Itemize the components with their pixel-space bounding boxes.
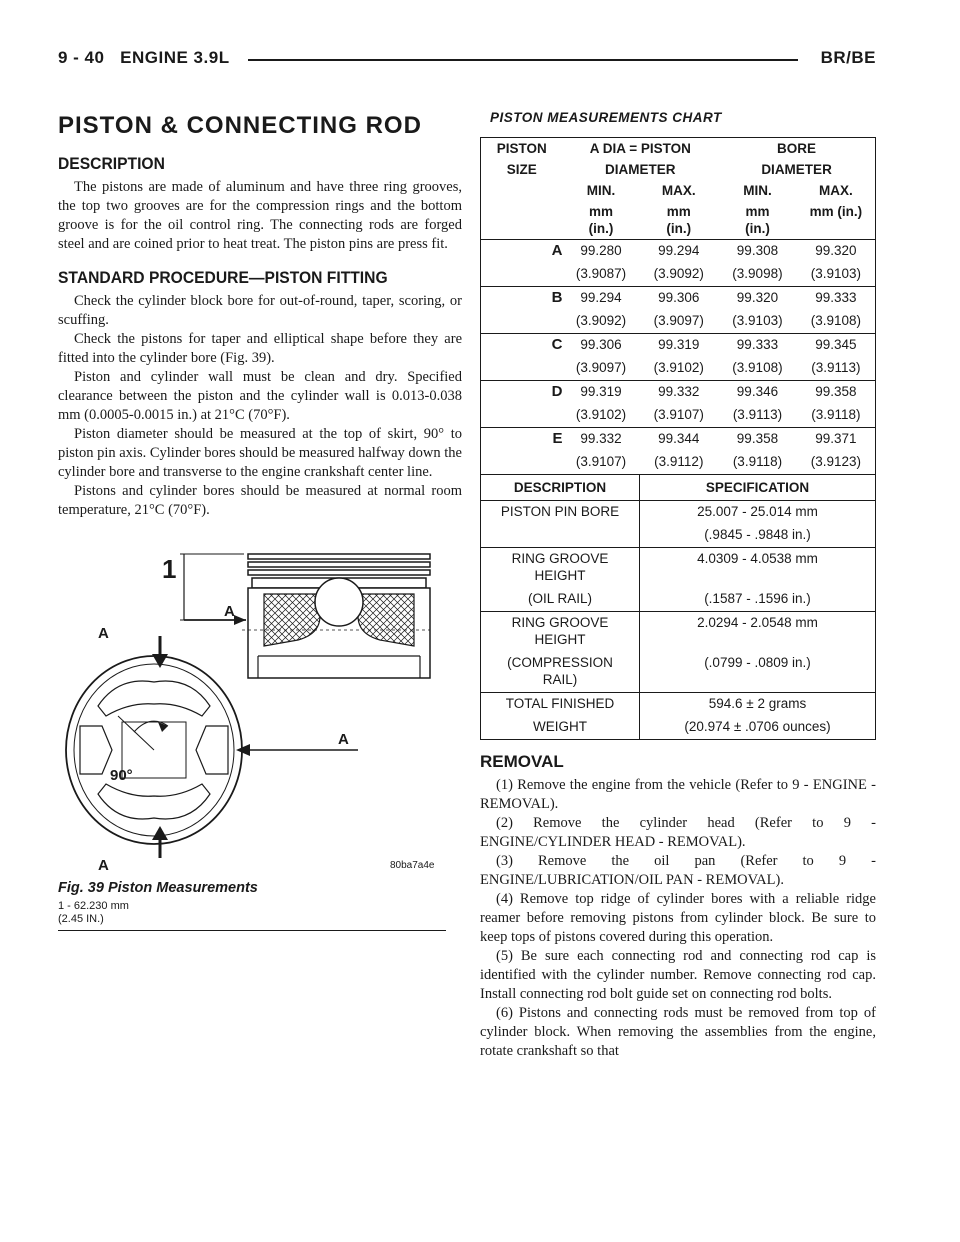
table-cell: 99.294: [658, 243, 700, 258]
spec-header-row: [481, 475, 876, 501]
table-cell: 99.308: [736, 243, 779, 258]
removal-step: (3) Remove the oil pan (Refer to 9 - ENGINE/LUBRICATION/OIL PAN - REMOVAL).: [480, 853, 876, 888]
table-header-row: [481, 201, 876, 240]
table-cell: 99.280: [580, 243, 622, 258]
page-header: [58, 48, 876, 72]
table-cell: 99.306: [580, 337, 622, 352]
spec-description: RING GROOVE HEIGHT: [481, 612, 640, 651]
header-adia: A DIA = PISTON: [562, 138, 718, 160]
table-cell: 99.333: [736, 337, 779, 352]
callout-1: 1: [162, 554, 177, 584]
procedure-paragraph: Piston diameter should be measured at the top of skirt, 90° to piston pin axis. Cylinder bores should be measured halfway down the cylinder bore and transverse to the engine crankshaft center line.: [58, 426, 462, 480]
table-cell: (3.9107): [562, 449, 639, 475]
table-cell: 99.320: [797, 240, 876, 262]
spec-row: [481, 650, 876, 693]
header-in: (in.): [588, 221, 614, 236]
spec-value: (20.974 ± .0706 ounces): [639, 714, 875, 740]
table-cell: 99.371: [797, 428, 876, 450]
table-cell: 99.333: [797, 287, 876, 309]
procedure-paragraph: Pistons and cylinder bores should be measured at normal room temperature, 21°C (70°F).: [58, 483, 462, 518]
table-row: [481, 240, 876, 262]
right-column: [480, 110, 876, 1061]
table-cell: 99.358: [797, 381, 876, 403]
removal-title: REMOVAL: [480, 752, 564, 771]
table-cell: (3.9097): [639, 308, 718, 334]
left-column: [58, 112, 462, 931]
header-rule: [248, 59, 798, 61]
table-cell: (3.9092): [562, 308, 639, 334]
label-a-top: A: [98, 625, 109, 642]
table-cell: 99.344: [658, 431, 700, 446]
label-a-side: A: [224, 603, 235, 620]
header-mm-in: mm (in.): [797, 201, 876, 240]
table-cell: (3.9087): [562, 261, 639, 287]
figure-code: 80ba7a4e: [390, 860, 435, 871]
table-cell: (3.9113): [718, 402, 797, 428]
spec-description: WEIGHT: [481, 714, 640, 740]
header-min: MIN.: [743, 183, 772, 198]
spec-value: 594.6 ± 2 grams: [639, 693, 875, 715]
header-units: [718, 201, 797, 240]
figure-legend-line: (2.45 IN.): [58, 913, 104, 925]
header-min: MIN.: [586, 183, 616, 198]
size-label: C: [481, 334, 563, 356]
spec-row: [481, 522, 876, 548]
header-mm: mm: [745, 204, 770, 219]
spec-value: 2.0294 - 2.0548 mm: [639, 612, 875, 651]
table-row: [481, 355, 876, 381]
figure-rule: [58, 930, 446, 931]
description-title: DESCRIPTION: [58, 154, 165, 173]
spec-row: [481, 693, 876, 715]
header-mm: mm: [666, 204, 691, 219]
spec-value: (.0799 - .0809 in.): [639, 650, 875, 693]
header-mm: mm: [588, 204, 613, 219]
piston-side-view: [180, 554, 430, 678]
figure-legend: [58, 900, 462, 926]
label-a-right: A: [338, 731, 349, 748]
header-bore: BORE: [718, 138, 875, 160]
spec-row: [481, 612, 876, 651]
table-cell: (3.9108): [797, 308, 876, 334]
table-cell: 99.306: [658, 290, 700, 305]
header-max: MAX.: [661, 183, 696, 198]
spec-row: [481, 714, 876, 740]
table-cell: (3.9102): [562, 402, 639, 428]
spec-value: 25.007 - 25.014 mm: [639, 501, 875, 523]
table-cell: 99.332: [658, 384, 700, 399]
table-cell: 99.319: [580, 384, 622, 399]
spec-description: (COMPRESSION RAIL): [481, 650, 640, 693]
header-in: (in.): [745, 221, 770, 236]
removal-step: (2) Remove the cylinder head (Refer to 9 - ENGINE/CYLINDER HEAD - REMOVAL).: [480, 815, 876, 850]
table-cell: (3.9112): [639, 449, 718, 475]
figure-legend-line: 1 - 62.230 mm: [58, 900, 129, 912]
table-cell: (3.9118): [718, 449, 797, 475]
spec-row: [481, 586, 876, 612]
removal-step: (1) Remove the engine from the vehicle (Refer to 9 - ENGINE - REMOVAL).: [480, 777, 876, 812]
description-paragraph: The pistons are made of aluminum and have three ring grooves, the top two grooves are for the compression rings and the bottom groove is for the oil control ring. The connecting rods are forged steel and are coined prior to heat treat. The piston pins are press fit.: [58, 179, 462, 252]
piston-diagram: [58, 536, 446, 876]
spec-row: [481, 501, 876, 523]
table-cell: 99.345: [797, 334, 876, 356]
table-row: [481, 449, 876, 475]
header-page-ref: 9 - 40: [58, 48, 105, 67]
table-cell: (3.9097): [562, 355, 639, 381]
removal-step: (5) Be sure each connecting rod and connecting rod cap is identified with the cylinder number. Remove connecting rod cap. Install connecting rod bolt guide set on connecting rod bolts.: [480, 948, 876, 1002]
spec-value: 4.0309 - 4.0538 mm: [639, 548, 875, 587]
table-header-row: [481, 180, 876, 201]
procedure-paragraph: Check the pistons for taper and elliptical shape before they are fitted into the cylinder bore (Fig. 39).: [58, 331, 462, 366]
table-cell: (3.9098): [718, 261, 797, 287]
spec-description: (OIL RAIL): [481, 586, 640, 612]
table-cell: (3.9108): [718, 355, 797, 381]
table-header-row: [481, 159, 876, 180]
header-model: BR/BE: [820, 48, 876, 67]
table-cell: (3.9092): [639, 261, 718, 287]
size-label: D: [481, 381, 563, 403]
header-max: MAX.: [797, 180, 876, 201]
table-row: [481, 402, 876, 428]
table-cell: (3.9113): [797, 355, 876, 381]
table-cell: 99.346: [736, 384, 779, 399]
table-cell: (3.9103): [797, 261, 876, 287]
header-page-section: [58, 48, 230, 68]
table-cell: 99.332: [580, 431, 622, 446]
spec-description: [481, 522, 640, 548]
spec-description: TOTAL FINISHED: [481, 693, 640, 715]
table-row: [481, 381, 876, 403]
figure-caption: Fig. 39 Piston Measurements: [58, 880, 258, 896]
table-cell: (3.9103): [718, 308, 797, 334]
table-cell: (3.9102): [639, 355, 718, 381]
spec-header-specification: SPECIFICATION: [639, 475, 875, 501]
spec-description: PISTON PIN BORE: [481, 501, 640, 523]
header-units: [562, 201, 639, 240]
table-cell: (3.9123): [797, 449, 876, 475]
spec-value: (.1587 - .1596 in.): [639, 586, 875, 612]
label-a-bottom: A: [98, 857, 109, 874]
table-cell: 99.320: [736, 290, 779, 305]
main-title: PISTON & CONNECTING ROD: [58, 112, 422, 139]
procedure-paragraph: Check the cylinder block bore for out-of-round, taper, scoring, or scuffing.: [58, 293, 462, 328]
table-cell: 99.294: [580, 290, 622, 305]
table-cell: 99.358: [736, 431, 779, 446]
header-size: SIZE: [481, 159, 563, 180]
standard-procedure-title: STANDARD PROCEDURE—PISTON FITTING: [58, 268, 388, 287]
spec-row: [481, 548, 876, 587]
table-row: [481, 287, 876, 309]
size-label: B: [481, 287, 563, 309]
removal-step: (4) Remove top ridge of cylinder bores with a reliable ridge reamer before removing pistons from cylinder block. Be sure to keep tops of pistons covered during this operation.: [480, 891, 876, 945]
header-section: ENGINE 3.9L: [120, 48, 230, 67]
table-header-row: [481, 138, 876, 160]
piston-figure: [58, 536, 446, 876]
table-row: [481, 261, 876, 287]
header-bore-diameter: DIAMETER: [718, 159, 875, 180]
size-label: E: [481, 428, 563, 450]
size-label: A: [481, 240, 563, 262]
header-in: (in.): [666, 221, 692, 236]
spec-description: RING GROOVE HEIGHT: [481, 548, 640, 587]
header-piston: PISTON: [481, 138, 563, 160]
procedure-paragraph: Piston and cylinder wall must be clean and dry. Specified clearance between the piston and the cylinder wall is 0.013-0.038 mm (0.0005-0.0015 in.) at 21°C (70°F).: [58, 369, 462, 423]
spec-value: (.9845 - .9848 in.): [639, 522, 875, 548]
label-90-degrees: 90°: [110, 767, 133, 784]
spec-header-description: DESCRIPTION: [481, 475, 640, 501]
removal-step: (6) Pistons and connecting rods must be removed from top of cylinder block. When removing the assemblies from the engine, rotate crankshaft so that: [480, 1005, 876, 1059]
table-row: [481, 334, 876, 356]
piston-measurements-table: [480, 137, 876, 740]
table-row: [481, 428, 876, 450]
table-row: [481, 308, 876, 334]
table-cell: 99.319: [658, 337, 700, 352]
chart-title: PISTON MEASUREMENTS CHART: [490, 110, 722, 125]
header-diameter: DIAMETER: [605, 162, 676, 177]
header-units: [639, 201, 718, 240]
table-cell: (3.9107): [639, 402, 718, 428]
table-cell: (3.9118): [797, 402, 876, 428]
